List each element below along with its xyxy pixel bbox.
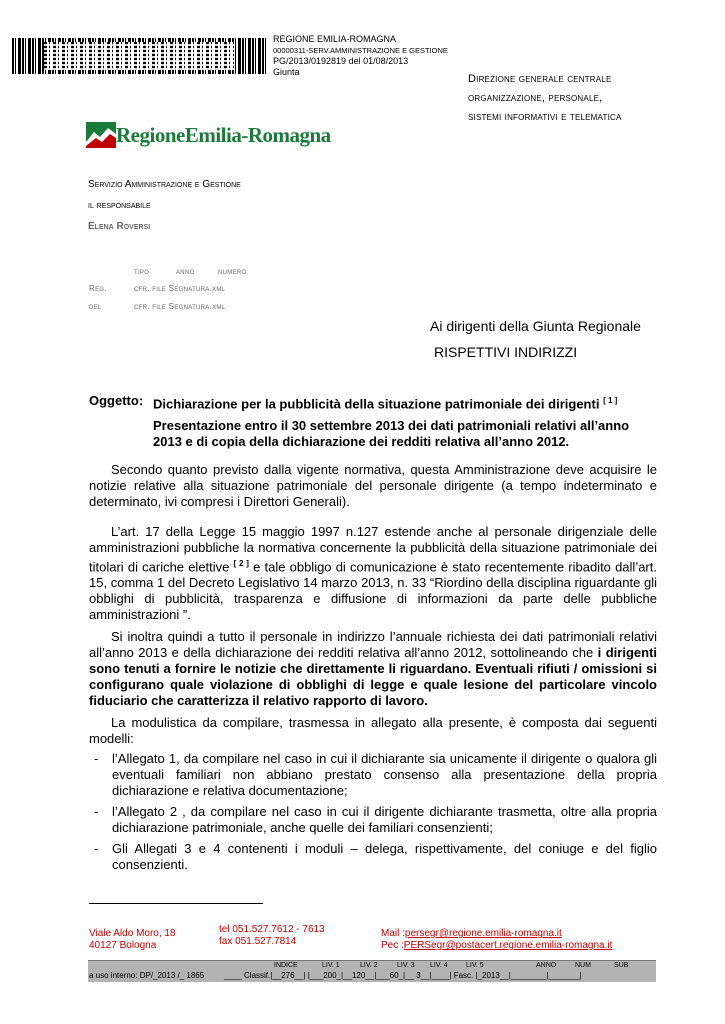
logo-text: RegioneEmilia-Romagna <box>116 123 331 147</box>
classification-bar <box>88 960 656 982</box>
subject-block <box>89 393 659 450</box>
meta-reg-label: Reg. <box>89 284 107 293</box>
responsabile-name: Elena Roversi <box>88 221 151 232</box>
paragraph-1: Secondo quanto previsto dalla vigente normativa, questa Amministrazione deve acquisire le notizie relative alla situazione patrimoniale del personale dirigente (a tempo indeterminato e determinato, ivi compresi i Direttori Generali). <box>89 462 657 509</box>
meta-anno: anno <box>176 267 195 276</box>
subject-detail: Presentazione entro il 30 settembre 2013 dei dati patrimoniali relativi all’anno 2013 e di copia della dichiarazione dei redditi relativa all’anno 2012. <box>153 418 630 450</box>
footer-fax: fax 051.527.7814 <box>219 936 297 947</box>
classification-values: ____ Classif.|__276__| |___200_|__120__|___60_|__ 3__|____| Fasc. |_2013__|________|_______| <box>224 971 582 980</box>
class-liv5: LIV. 5 <box>466 962 484 969</box>
footnote-ref-1: [ 1 ] <box>603 396 618 405</box>
attachments-list <box>89 751 657 873</box>
responsabile-label: il responsabile <box>88 200 151 211</box>
meta-del-label: del <box>89 302 102 311</box>
footnote-separator <box>89 903 263 904</box>
meta-del-value: cfr. file Segnatura.xml <box>134 302 226 311</box>
paragraph-3 <box>89 629 657 709</box>
class-liv2: LIV. 2 <box>360 962 378 969</box>
footnote-ref-2: [ 2 ] <box>233 559 249 568</box>
meta-reg-value: cfr. file Segnatura.xml <box>134 284 226 293</box>
list-item: - Gli Allegati 3 e 4 contenenti i moduli – delega, rispettivamente, del coniuge e del figlio consenzienti. <box>89 841 657 873</box>
paragraph-2 <box>89 524 657 623</box>
addressee-block <box>430 313 641 365</box>
region-name: REGIONE EMILIA-ROMAGNA <box>273 34 397 44</box>
class-liv1: LIV. 1 <box>322 962 340 969</box>
footer-address <box>89 928 176 952</box>
paragraph-3-b: i dirigenti sono tenuti a fornire le notizie che direttamente li riguardano. Eventuali rifiuti / omissioni si configurano quale violazione di obblighi di legge e quale lesione del particolare vincolo fiduciario che caratterizza il relativo rapporto di lavoro. <box>89 645 658 709</box>
direzione-line3: sistemi informativi e telematica <box>468 111 622 123</box>
addressee-line2: RISPETTIVI INDIRIZZI <box>434 344 578 360</box>
footer-phone <box>219 924 325 948</box>
barcode <box>12 38 268 74</box>
paragraph-3-a: Si inoltra quindi a tutto il personale in indirizzo l’annuale richiesta dei dati patrimoniali relativi all’anno 2013 e della dichiarazione dei redditi relativa all’anno 2012, sottolineando che <box>89 629 657 661</box>
paragraph-2-a: L’art. 17 della Legge 15 maggio 1997 n.127 estende anche al personale dirigenziale delle amministrazioni pubbliche la normativa concernente la pubblicità della situazione patrimoniale dei titolari di cariche elettive <box>89 524 657 575</box>
mail-link[interactable]: persegr@regione.emilia-romagna.it <box>404 928 562 939</box>
meta-tipo: tipo <box>134 267 150 276</box>
servizio-block <box>88 174 241 237</box>
list-item: - l’Allegato 2 , da compilare nel caso in cui il dirigente dichiarante trasmetta, oltre alla propria dichiarazione patrimoniale, anche quelle dei familiari consenzienti; <box>89 804 657 836</box>
meta-numero: numero <box>218 267 247 276</box>
direzione-line1: Direzione generale centrale <box>468 73 612 85</box>
class-anno: ANNO <box>536 962 557 969</box>
list-item: - l’Allegato 1, da compilare nel caso in cui il dichiarante sia unicamente il dirigente o qualora gli eventuali familiari non abbiano prestato consenso alla presentazione della propria dichiarazione e relativa documentazione; <box>89 751 657 799</box>
paragraph-2-b: e tale obbligo di comunicazione è stato recentemente ribadito dall’art. 15, comma 1 del Decreto Legislativo 14 marzo 2013, n. 33 “Riordino della disciplina riguardante gli obblighi di pubblicità, trasparenza e diffusione di informazioni da parte delle pubbliche amministrazioni ”. <box>89 559 657 623</box>
internal-ref: a uso interno: DP/_2013 /_ 1865 <box>89 971 205 980</box>
direzione-block <box>468 70 622 127</box>
pec-label: Pec : <box>381 940 404 951</box>
class-num: NUM <box>575 962 591 969</box>
class-sub: SUB <box>614 962 629 969</box>
direzione-line2: organizzazione, personale, <box>468 92 603 104</box>
footer-email <box>381 928 612 952</box>
subject-title-text: Dichiarazione per la pubblicità della situazione patrimoniale dei dirigenti <box>153 396 600 412</box>
footer-city: 40127 Bologna <box>89 940 157 951</box>
organ: Giunta <box>273 67 300 77</box>
paragraph-4: La modulistica da compilare, trasmessa in allegato alla presente, è composta dai seguenti modelli: <box>89 715 657 747</box>
class-indice: INDICE <box>274 962 298 969</box>
letter-body <box>89 462 657 878</box>
servizio-name: Servizio Amministrazione e Gestione <box>88 179 241 190</box>
region-emblem-icon <box>86 122 116 148</box>
office-code: 00000311-SERV.AMMINISTRAZIONE E GESTIONE <box>273 46 448 55</box>
protocol-number: PG/2013/0192819 del 01/08/2013 <box>273 56 409 66</box>
mail-label: Mail : <box>381 928 405 939</box>
class-liv4: LIV. 4 <box>430 962 448 969</box>
subject-title <box>153 393 617 412</box>
addressee-line1: Ai dirigenti della Giunta Regionale <box>430 318 641 334</box>
protocol-block <box>273 34 448 78</box>
pec-link[interactable]: PERSegr@postacert.regione.emilia-romagna.it <box>403 940 613 951</box>
class-liv3: LIV. 3 <box>397 962 415 969</box>
footer-street: Viale Aldo Moro, 18 <box>89 928 176 939</box>
footer-tel: tel 051.527.7612 - 7613 <box>219 924 325 935</box>
subject-label: Oggetto: <box>89 393 144 408</box>
